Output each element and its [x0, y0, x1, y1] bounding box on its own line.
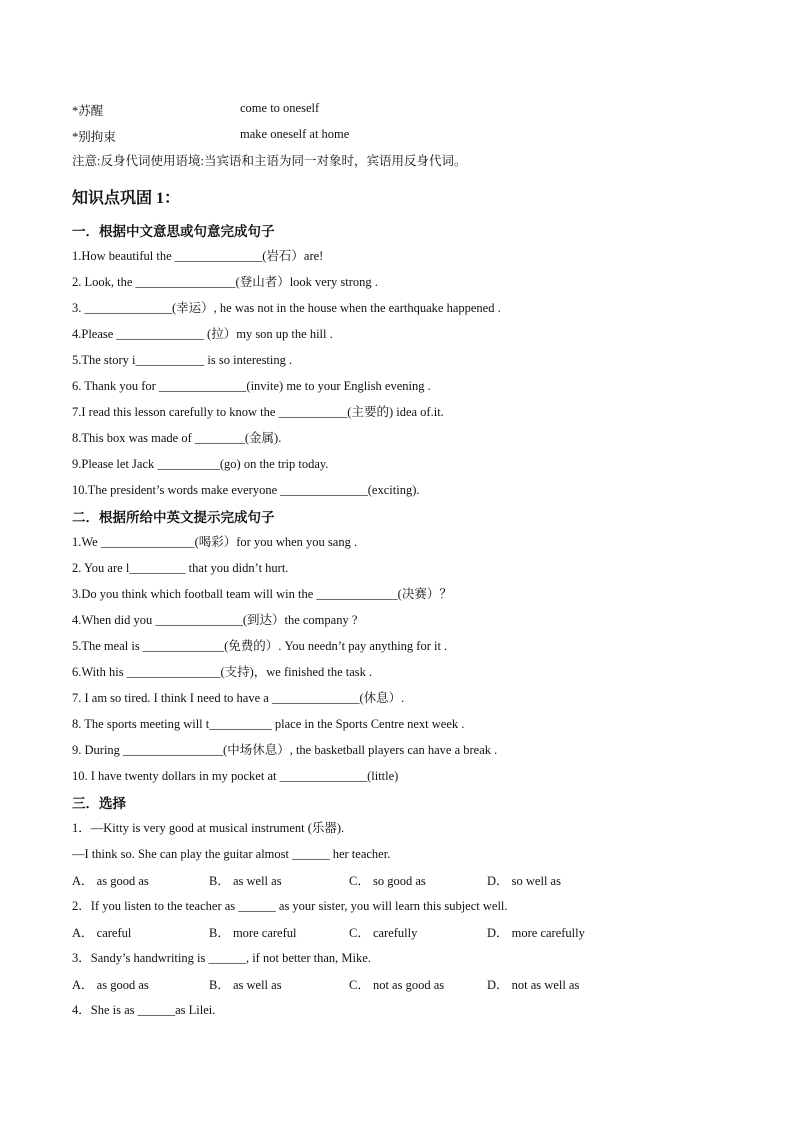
q3-stem: 3．Sandy’s handwriting is ______, if not better than, Mike.: [72, 951, 371, 965]
vocab-en-1: come to oneself: [240, 101, 320, 115]
section2-item: 3.Do you think which football team will win the _____________(决赛）？: [72, 587, 452, 601]
section1-item: 5.The story i___________ is so interesting .: [72, 353, 293, 367]
note: 注意:反身代词使用语境:当宾语和主语为同一对象时，宾语用反身代词。: [72, 154, 467, 168]
q1-option-b: B． as well as: [209, 874, 282, 888]
section2-item: 2. You are l_________ that you didn’t hurt.: [72, 561, 289, 575]
q3-option-d: D． not as well as: [487, 978, 580, 992]
section2-item: 5.The meal is _____________(免费的）. You needn’t pay anything for it .: [72, 639, 448, 653]
section2-item: 7. I am so tired. I think I need to have a ______________(休息）.: [72, 691, 405, 705]
section1-item: 3. ______________(幸运）, he was not in the house when the earthquake happened .: [72, 301, 501, 315]
q2-option-c: C． carefully: [349, 926, 418, 940]
section2-item: 1.We _______________(喝彩）for you when you sang .: [72, 535, 358, 549]
section1-item: 7.I read this lesson carefully to know the ___________(主要的) idea of.it.: [72, 405, 444, 419]
q1-option-c: C． so good as: [349, 874, 426, 888]
vocab-en-2: make oneself at home: [240, 127, 350, 141]
q3-option-a: A． as good as: [72, 978, 149, 992]
section2-item: 8. The sports meeting will t__________ place in the Sports Centre next week .: [72, 717, 465, 731]
q2-stem: 2．If you listen to the teacher as ______ as your sister, you will learn this subject well.: [72, 899, 508, 913]
section1-item: 8.This box was made of ________(金属).: [72, 431, 282, 445]
q2-option-d: D． more carefully: [487, 926, 585, 940]
q2-option-a: A． careful: [72, 926, 132, 940]
vocab-cn-2: *别拘束: [72, 130, 116, 144]
q2-option-b: B． more careful: [209, 926, 297, 940]
q1-stem: 1．—Kitty is very good at musical instrument (乐器).: [72, 821, 345, 835]
q1-option-a: A． as good as: [72, 874, 149, 888]
section1-item: 4.Please ______________ (拉）my son up the hill .: [72, 327, 333, 341]
section3-title: 三．选择: [72, 796, 126, 811]
q3-option-b: B． as well as: [209, 978, 282, 992]
section2-title: 二．根据所给中英文提示完成句子: [72, 510, 275, 525]
q4-stem: 4．She is as ______as Lilei.: [72, 1003, 216, 1017]
q3-option-c: C． not as good as: [349, 978, 445, 992]
page-heading: 知识点巩固 1：: [72, 190, 181, 207]
section2-item: 10. I have twenty dollars in my pocket at ______________(little): [72, 769, 399, 783]
section2-item: 9. During ________________(中场休息）, the basketball players can have a break .: [72, 743, 498, 757]
section2-item: 4.When did you ______________(到达）the company ?: [72, 613, 358, 627]
section1-item: 1.How beautiful the ______________(岩石）are!: [72, 249, 324, 263]
vocab-cn-1: *苏醒: [72, 104, 104, 118]
section1-item: 9.Please let Jack __________(go) on the trip today.: [72, 457, 329, 471]
section1-item: 2. Look, the ________________(登山者）look very strong .: [72, 275, 378, 289]
section1-title: 一．根据中文意思或句意完成句子: [72, 224, 275, 239]
section1-item: 6. Thank you for ______________(invite) me to your English evening .: [72, 379, 431, 393]
section1-item: 10.The president’s words make everyone ______________(exciting).: [72, 483, 420, 497]
q1-option-d: D． so well as: [487, 874, 561, 888]
q1-stem-reply: —I think so. She can play the guitar almost ______ her teacher.: [72, 847, 391, 861]
section2-item: 6.With his _______________(支持)，we finished the task .: [72, 665, 373, 679]
